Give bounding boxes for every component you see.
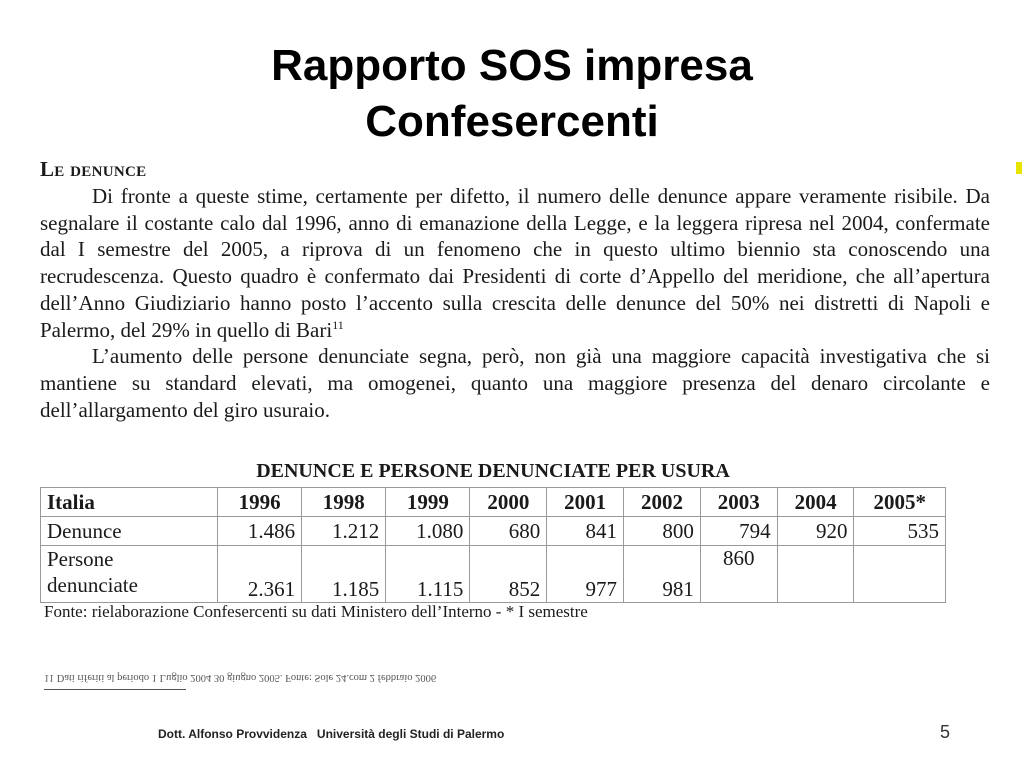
table-cell: 920 <box>777 517 854 546</box>
slide-title <box>0 38 1024 150</box>
footer-author: Dott. Alfonso Provvidenza <box>158 727 307 741</box>
footnote-reference: 11 <box>332 317 344 332</box>
table-cell-empty <box>854 546 946 603</box>
table-row-denunce <box>41 517 946 546</box>
header-cell-1996: 1996 <box>218 488 302 517</box>
table-cell: 535 <box>854 517 946 546</box>
header-cell-2003: 2003 <box>700 488 777 517</box>
header-cell-italia: Italia <box>41 488 218 517</box>
slide-footer <box>158 727 504 741</box>
footnote-divider <box>44 689 186 690</box>
row-label-persone-denunciate <box>41 546 218 603</box>
table-cell: 981 <box>624 546 701 603</box>
scan-color-mark <box>1016 162 1022 174</box>
paragraph-2: L’aumento delle persone denunciate segna, però, non già una maggiore capacità investigativa che si mantiene su standard elevati, ma omogenei, quanto una maggiore presenza del denaro circolante e dell’allargamento del giro usuraio. <box>40 344 990 422</box>
table-cell: 1.115 <box>386 546 470 603</box>
table-cell: 680 <box>470 517 547 546</box>
slide-title-line-2: Confesercenti <box>365 97 659 146</box>
table-caption: DENUNCE E PERSONE DENUNCIATE PER USURA <box>256 460 730 482</box>
header-cell-2005: 2005* <box>854 488 946 517</box>
table-row-persone-denunciate <box>41 546 946 603</box>
footer-university: Università degli Studi di Palermo <box>316 727 505 741</box>
paragraph-1-text: Di fronte a queste stime, certamente per difetto, il numero delle denunce appare veramente risibile. Da segnalare il costante calo dal 1996, anno di emanazione della Legge, e la leggera ripresa nel 2004, confermate dal I semestre del 2005, a riprova di un fenomeno che in questo ultimo biennio sta conoscendo una recrudescenza. Questo quadro è confermato dai Presidenti di corte d’Appello del meridione, che all’apertura dell’Anno Giudiziario hanno posto l’accento sulla crescita delle denunce del 50% nei distretti di Napoli e Palermo, del 29% in quello di Bari <box>40 184 990 342</box>
table-cell: 977 <box>547 546 624 603</box>
table-cell: 852 <box>470 546 547 603</box>
page-number: 5 <box>940 722 951 742</box>
table-cell-empty <box>777 546 854 603</box>
paragraph-1 <box>40 183 990 343</box>
usury-data-table <box>40 487 946 603</box>
slide-title-line-1: Rapporto SOS impresa <box>271 41 753 90</box>
header-cell-1999: 1999 <box>386 488 470 517</box>
section-heading: Le denunce <box>40 157 147 181</box>
table-cell: 841 <box>547 517 624 546</box>
header-cell-2002: 2002 <box>624 488 701 517</box>
header-cell-2000: 2000 <box>470 488 547 517</box>
table-cell: 2.361 <box>218 546 302 603</box>
table-cell: 794 <box>700 517 777 546</box>
header-cell-1998: 1998 <box>302 488 386 517</box>
table-source-note: Fonte: rielaborazione Confesercenti su dati Ministero dell’Interno - * I semestre <box>44 602 588 621</box>
table-cell: 1.212 <box>302 517 386 546</box>
footnote-mirrored-text: 11 Dati riferiti al periodo 1 Luglio 2004 30 giugno 2005. Fonte: Sole 24.com 2 febbraio 2006 <box>44 672 437 683</box>
table-cell: 1.080 <box>386 517 470 546</box>
table-cell: 860 <box>700 546 777 603</box>
header-cell-2004: 2004 <box>777 488 854 517</box>
row-label-line-1: Persone <box>47 547 114 571</box>
row-label-denunce: Denunce <box>41 517 218 546</box>
table-cell: 800 <box>624 517 701 546</box>
table-cell: 1.486 <box>218 517 302 546</box>
document-scan <box>40 156 990 423</box>
header-cell-2001: 2001 <box>547 488 624 517</box>
table-header-row <box>41 488 946 517</box>
table-cell: 1.185 <box>302 546 386 603</box>
row-label-line-2: denunciate <box>47 573 138 597</box>
